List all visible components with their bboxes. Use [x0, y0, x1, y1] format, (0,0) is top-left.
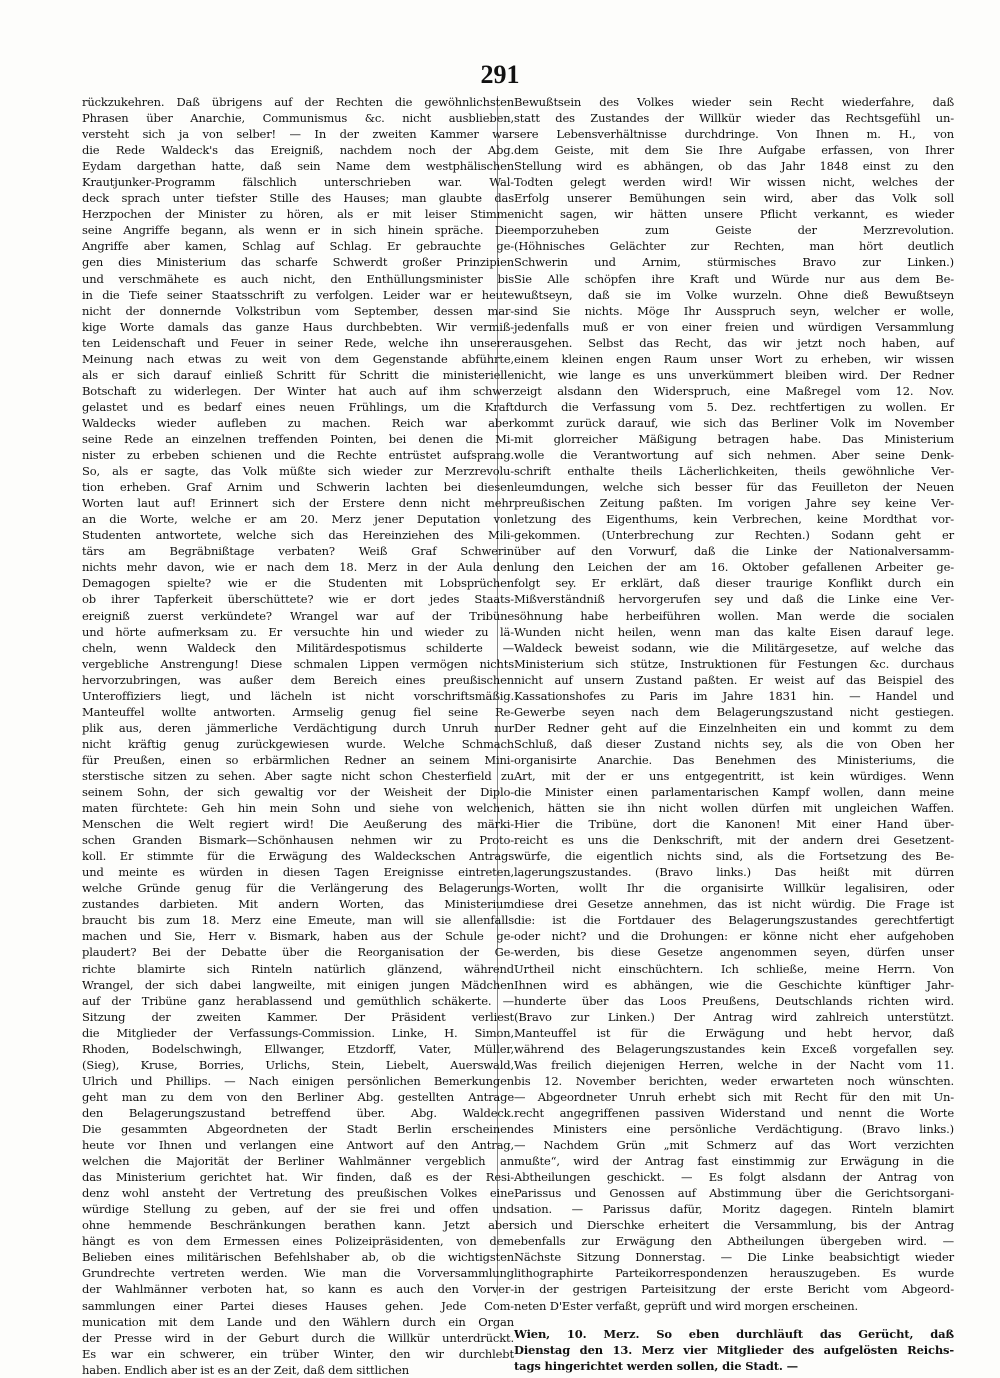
text-line: munication mit dem Lande und den Wählern durch ein Organ	[82, 1314, 514, 1329]
text-line: diese drei Gesetze annehmen, das ist nicht würdig. Die Frage ist	[514, 897, 954, 912]
text-line: rückzukehren. Daß übrigens auf der Rechten die gewöhnlichsten	[82, 95, 514, 109]
text-line: nichts mehr davon, wie er nach dem 18. Merz in der Aula den	[82, 560, 514, 575]
text-line: Waldeck beweist sodann, wie die Militärgesetze, auf welche das	[514, 640, 954, 655]
text-line: nicht sagen, wir hätten unsere Pflicht verkannt, es wieder	[514, 207, 954, 222]
text-line: nicht, wie lange es uns unverkümmert bleiben wird. Der Redner	[514, 367, 954, 382]
vienna-dispatch-line: tags hingerichtet werden sollen, die Stadt. —	[514, 1358, 798, 1373]
text-line: tion erheben. Graf Arnim und Schwerin lachten bei diesen	[82, 480, 514, 495]
text-line: Sitzung der zweiten Kammer. Der Präsident verliest	[82, 1009, 514, 1024]
text-line: Mißverständniß hervorgerufen sey und daß die Linke eine Ver-	[514, 592, 954, 607]
text-line: jedenfalls muß er von einer freien und würdigen Versammlung	[514, 319, 954, 334]
text-line: sind Sie nichts. Möge Ihr Ausspruch seyn, welcher er wolle,	[514, 303, 954, 318]
text-line: statt des Zustandes der Willkür wieder das Rechtsgefühl un-	[514, 111, 954, 126]
text-line: nicht auf unsern Zustand paßten. Er weist auf das Beispiel des	[514, 672, 954, 687]
right-column	[514, 94, 954, 1373]
text-line: nister zu erbeben schienen und die Rechte entrüstet aufsprang.	[82, 448, 514, 463]
text-line: wolle die Verantwortung auf sich nehmen. Aber seine Denk-	[514, 448, 954, 463]
text-line: Abtheilungen geschickt. — Es folgt alsdann der Antrag von	[514, 1170, 954, 1185]
text-line: Schluß, daß dieser Zustand nichts sey, als die von Oben her	[514, 736, 954, 751]
text-line: Eydam dargethan hatte, daß sein Name dem westphälischen	[82, 159, 514, 174]
vienna-dispatch-line: Wien, 10. Merz. So eben durchläuft das Gerücht, daß	[514, 1326, 954, 1341]
text-line: Art, mit der er uns entgegentritt, ist kein würdiges. Wenn	[514, 768, 954, 783]
text-line: ausgehen. Selbst das Recht, das wir jetzt noch haben, auf	[514, 335, 954, 350]
text-line: So, als er sagte, das Volk müßte sich wieder zur Merzrevolu-	[82, 464, 514, 479]
text-line: preußischen Zeitung paßten. Im vorigen Jahre sey keine Ver-	[514, 496, 954, 511]
text-line: auf der Tribüne ganz herablassend und gemüthlich schäkerte. —	[82, 993, 514, 1008]
text-line: braucht bis zum 18. Merz eine Emeute, man will sie allenfalls	[82, 913, 514, 928]
text-line: ob ihrer Tapferkeit überschüttete? wie er dort jedes Staats-	[82, 592, 514, 607]
text-line: Ministerium sich stütze, Instruktionen für Festungen &c. durchaus	[514, 656, 954, 671]
text-line: der Wahlmänner verboten hat, so kann es auch den Vorver-	[82, 1282, 514, 1297]
text-line: die: ist die Fortdauer des Belagerungszustandes gerechtfertigt	[514, 913, 954, 928]
text-line: Was freilich diejenigen Herren, welche in der Nacht vom 11.	[514, 1057, 954, 1072]
text-line: Herzpochen der Minister zu hören, als er mit leiser Stimme	[82, 207, 514, 222]
text-line: in der gestrigen Parteisitzung der erste Bericht vom Abgeord-	[514, 1282, 954, 1297]
text-line: reicht es uns die Denkschrift, mit der andern drei Gesetzent-	[514, 833, 954, 848]
text-line: geht man zu dem von den Berliner Abg. gestellten Antrage	[82, 1089, 514, 1104]
text-line: versteht sich ja von selber! — In der zweiten Kammer war	[82, 127, 514, 142]
text-line: welche Gründe genug für die Verlängerung des Belagerungs-	[82, 881, 514, 896]
text-line: haben. Endlich aber ist es an der Zeit, daß dem sittlichen	[82, 1362, 410, 1377]
text-line: Wrangel, der sich dabei langweilte, mit einigen jungen Mädchen	[82, 977, 514, 992]
text-line: seine Angriffe begann, als wenn er in sich hinein spräche. Die	[82, 223, 514, 238]
text-line: letzung des Eigenthums, kein Verbrechen, keine Mordthat vor-	[514, 512, 954, 527]
text-line: Grundrechte vertreten werden. Wie man die Vorversammlung	[82, 1266, 514, 1281]
text-line: Demagogen spielte? wie er die Studenten mit Lobsprüchen	[82, 576, 514, 591]
text-line: lung den Leichen der am 16. Oktober gefallenen Arbeiter ge-	[514, 560, 954, 575]
text-line: heute vor Ihnen und verlangen eine Antwort auf den Antrag,	[82, 1138, 514, 1153]
text-line: über auf den Vorwurf, daß die Linke der Nationalversamm-	[514, 544, 954, 559]
text-line: hängt es von dem Ermessen eines Polizeipräsidenten, von dem	[82, 1234, 514, 1249]
text-line: wußtseyn, daß sie im Volke wurzeln. Ohne dieß Bewußtseyn	[514, 287, 954, 302]
text-line: denz wohl ansteht der Vertretung des preußischen Volkes eine	[82, 1186, 514, 1201]
text-line: oder nicht? und die Drohungen: er könne nicht eher aufgehoben	[514, 929, 954, 944]
text-line: (Bravo zur Linken.) Der Antrag wird zahlreich unterstützt.	[514, 1009, 954, 1024]
text-line: ohne hemmende Beschränkungen berathen kann. Jetzt aber	[82, 1218, 514, 1233]
text-line: würdige Stellung zu geben, auf der sie frei und offen und	[82, 1202, 514, 1217]
text-line: Wunden nicht heilen, wenn man das kalte Eisen darauf lege.	[514, 624, 954, 639]
text-line: Studenten antwortete, welche sich das Hereinziehen des Mili-	[82, 528, 514, 543]
text-line: Belieben eines militärischen Befehlshaber ab, ob die wichtigsten	[82, 1250, 514, 1265]
text-line: lagerungszustandes. (Bravo links.) Das heißt mit dürren	[514, 865, 954, 880]
left-column	[82, 94, 514, 1377]
text-line: die Mitglieder der Verfassungs-Commission. Linke, H. Simon,	[82, 1025, 514, 1040]
text-line: richte blamirte sich Rinteln natürlich glänzend, während	[82, 961, 514, 976]
text-line: tärs am Begräbnißtage verbaten? Weiß Graf Schwerin	[82, 544, 514, 559]
text-line: Menschen die Welt regiert wird! Die Aeußerung des märki-	[82, 817, 514, 832]
text-line: koll. Er stimmte für die Erwägung des Waldeckschen Antrags	[82, 849, 514, 864]
text-line: organisirte Anarchie. Das Benehmen des Ministeriums, die	[514, 752, 954, 767]
text-line: und meinte es würden in diesen Tagen Ereignisse eintreten,	[82, 865, 514, 880]
text-line: gen dies Ministerium das scharfe Schwerdt großer Prinzipien	[82, 255, 514, 270]
text-line: einem kleinen engen Raum unser Wort zu erheben, wir wissen	[514, 351, 954, 366]
text-line: zustandes darbieten. Mit andern Worten, das Ministerium	[82, 897, 514, 912]
text-line: Worten laut auf! Erinnert sich der Erstere denn nicht mehr	[82, 496, 514, 511]
text-line: vergebliche Anstrengung! Diese schmalen Lippen vermögen nichts	[82, 656, 514, 671]
text-line: seine Rede an einzelnen treffenden Pointen, bei denen die Mi-	[82, 431, 514, 446]
text-line: — Abgeordneter Unruh erhebt sich mit Recht für den mit Un-	[514, 1089, 954, 1104]
text-line: Urtheil nicht einschüchtern. Ich schließe, meine Herrn. Von	[514, 961, 954, 976]
text-line: in die Tiefe seiner Staatsschrift zu verfolgen. Leider war er heute	[82, 287, 514, 302]
page-number: 291	[480, 60, 520, 89]
text-line: Phrasen über Anarchie, Communismus &c. nicht ausblieben,	[82, 111, 514, 126]
text-line: Botschaft zu widerlegen. Der Winter hat auch auf ihm schwer	[82, 383, 514, 398]
text-line: Bewußtsein des Volkes wieder sein Recht wiederfahre, daß	[514, 95, 954, 109]
text-line: Schwerin und Arnim, stürmisches Bravo zur Linken.)	[514, 255, 954, 270]
text-line: (Höhnisches Gelächter zur Rechten, man hört deutlich	[514, 239, 954, 254]
text-line: Kassationshofes zu Paris im Jahre 1831 hin. — Handel und	[514, 688, 954, 703]
text-line: nicht kräftig genug zurückgewiesen wurde. Welche Schmach	[82, 736, 514, 751]
text-line: recht angegriffenen passiven Widerstand und nennt die Worte	[514, 1105, 954, 1120]
text-line: lithographirte Parteikorrespondenzen herauszugeben. Es wurde	[514, 1266, 954, 1281]
text-line: durch die Verfassung vom 5. Dez. rechtfertigen zu wollen. Er	[514, 399, 954, 414]
text-line: deck sprach unter tiefster Stille des Hauses; man glaubte das	[82, 191, 514, 206]
text-line: für Preußen, einen so erbärmlichen Redner an seinem Mini-	[82, 752, 514, 767]
text-line: maten fürchtete: Geh hin mein Sohn und siehe von welchen	[82, 801, 514, 816]
text-line: ich, hätten sie ihn nicht wollen dürfen mit ungleichen Waffen.	[514, 801, 954, 816]
text-line: würfe, die eigentlich nichts sind, als die Fortsetzung des Be-	[514, 849, 954, 864]
text-line: neten D'Ester verfaßt, geprüft und wird morgen erscheinen.	[514, 1298, 858, 1313]
text-line: plaudert? Bei der Debatte über die Reorganisation der Ge-	[82, 945, 514, 960]
text-line: und hörte aufmerksam zu. Er versuchte hin und wieder zu lä-	[82, 624, 514, 639]
text-line: Parissus und Genossen auf Abstimmung über die Gerichtsorgani-	[514, 1186, 954, 1201]
text-line: schen Granden Bismark—Schönhausen nehmen wir zu Proto-	[82, 833, 514, 848]
text-line: söhnung habe herbeiführen wollen. Man werde die socialen	[514, 608, 954, 623]
text-line: hunderte über das Loos Preußens, Deutschlands richten wird.	[514, 993, 954, 1008]
text-line: während des Belagerungszustandes kein Exceß vorgefallen sey.	[514, 1041, 954, 1056]
text-line: zeigt alsdann den Widerspruch, eine Maßregel vom 12. Nov.	[514, 383, 954, 398]
text-line: schrift enthalte theils Lächerlichkeiten, theils gewöhnliche Ver-	[514, 464, 954, 479]
text-line: (Sieg), Kruse, Borries, Urlichs, Stein, Liebelt, Auerswald,	[82, 1057, 514, 1072]
text-line: machen und Sie, Herr v. Bismark, haben aus der Schule ge-	[82, 929, 514, 944]
text-line: emporzuheben zum Geiste der Merzrevolution.	[514, 223, 954, 238]
text-line: bis 12. November berichten, weder erwarteten noch wünschten.	[514, 1073, 954, 1088]
text-line: das Ministerium gerichtet hat. Wir finden, daß es der Resi-	[82, 1170, 514, 1185]
text-line: mußte“, wird der Antrag fast einstimmig zur Erwägung in die	[514, 1154, 954, 1169]
text-line: Sie Alle schöpfen ihre Kraft und Würde nur aus dem Be-	[514, 271, 954, 286]
text-line: sere Lebensverhältnisse durchdringe. Von Ihnen m. H., von	[514, 127, 954, 142]
text-line: Todten gelegt werden wird! Wir wissen nicht, welches der	[514, 175, 954, 190]
text-line: gelastet und es bedarf eines neuen Frühlings, um die Kraft	[82, 399, 514, 414]
text-line: Ulrich und Phillips. — Nach einigen persönlichen Bemerkungen	[82, 1073, 514, 1088]
text-line: die Rede Waldeck's das Ereigniß, nachdem noch der Abg.	[82, 143, 514, 158]
text-line: folgt sey. Er erklärt, daß dieser traurige Konflikt durch ein	[514, 576, 954, 591]
vienna-dispatch-line: Dienstag den 13. Merz vier Mitglieder des aufgelösten Reichs-	[514, 1342, 954, 1357]
section-gap	[514, 1314, 954, 1326]
text-line: Der Redner geht auf die Einzelnheiten ein und kommt zu dem	[514, 720, 954, 735]
text-line: hervorzubringen, was außer dem Bereich eines preußischen	[82, 672, 514, 687]
text-line: kige Worte damals das ganze Haus durchbebten. Wir vermiß-	[82, 319, 514, 334]
text-line: Erfolg unserer Bemühungen sein wird, aber das Volk soll	[514, 191, 954, 206]
text-line: Angriffe aber kamen, Schlag auf Schlag. Er gebrauchte ge-	[82, 239, 514, 254]
text-line: Krautjunker-Programm fälschlich unterschrieben war. Wal-	[82, 175, 514, 190]
text-line: ebenfalls zur Erwägung den Abtheilungen übergeben wird. —	[514, 1234, 954, 1249]
text-line: Ihnen wird es abhängen, wie die Geschichte künftiger Jahr-	[514, 977, 954, 992]
text-line: dem Geiste, mit dem Sie Ihre Aufgabe erfassen, von Ihrer	[514, 143, 954, 158]
text-line: Meinung nach etwas zu weit von dem Gegenstande abführte,	[82, 351, 514, 366]
text-line: Gewerbe seyen nach dem Belagerungszustand nicht gestiegen.	[514, 704, 954, 719]
text-line: Rhoden, Bodelschwingh, Ellwanger, Etzdorff, Vater, Müller,	[82, 1041, 514, 1056]
text-line: sation. — Parissus dafür, Moritz dagegen. Rinteln blamirt	[514, 1202, 954, 1217]
text-line: die Minister einen parlamentarischen Kampf wollen, dann meine	[514, 785, 954, 800]
text-line: als er sich darauf einließ Schritt für Schritt die ministerielle	[82, 367, 514, 382]
text-line: Nächste Sitzung Donnerstag. — Die Linke beabsichtigt wieder	[514, 1250, 954, 1265]
text-line: sterstische sitzen zu sehen. Aber sagte nicht schon Chesterfield zu	[82, 768, 514, 783]
text-line: welchen die Majorität der Berliner Wahlmänner vergeblich an	[82, 1154, 514, 1169]
text-line: plik aus, deren jämmerliche Verdächtigung durch Unruh nur	[82, 720, 514, 735]
text-line: sich und Dierschke erheitert die Versammlung, bis der Antrag	[514, 1218, 954, 1233]
text-line: kommt zurück darauf, wie sich das Berliner Volk im November	[514, 415, 954, 430]
text-line: — Nachdem Grün „mit Schmerz auf das Wort verzichten	[514, 1138, 954, 1153]
text-line: Es war ein schwerer, ein trüber Winter, den wir durchlebt	[82, 1346, 514, 1361]
text-line: Manteuffel ist für die Erwägung und hebt hervor, daß	[514, 1025, 954, 1040]
text-line: mit glorreicher Mäßigung betragen habe. Das Ministerium	[514, 431, 954, 446]
text-line: Die gesammten Abgeordneten der Stadt Berlin erscheinen	[82, 1122, 514, 1136]
text-line: an die Worte, welche er am 20. Merz jener Deputation von	[82, 512, 514, 527]
text-line: ten Leidenschaft und Feuer in seiner Rede, welche ihn unserer	[82, 335, 514, 350]
text-line: Stellung wird es abhängen, ob das Jahr 1848 einst zu den	[514, 159, 954, 174]
text-line: und verschmähete es auch nicht, den Enthüllungsminister bis	[82, 271, 514, 286]
text-line: werden, bis diese Gesetze angenommen seyen, dürfen unser	[514, 945, 954, 960]
text-line: den Belagerungszustand betreffend über. Abg. Waldeck.	[82, 1105, 514, 1120]
text-line: nicht der donnernde Volkstribun vom September, dessen mar-	[82, 303, 514, 318]
text-line: der Presse wird in der Geburt durch die Willkür unterdrückt.	[82, 1330, 514, 1345]
text-line: gekommen. (Unterbrechung zur Rechten.) Sodann geht er	[514, 528, 954, 543]
text-line: cheln, wenn Waldeck den Militärdespotismus schilderte —	[82, 640, 514, 655]
text-line: seinem Sohn, der sich gewaltig vor der Weisheit der Diplo-	[82, 785, 514, 800]
text-line: sammlungen einer Partei dieses Hauses gehen. Jede Com-	[82, 1298, 514, 1313]
text-line: Worten, wollt Ihr die organisirte Willkür legalisiren, oder	[514, 881, 954, 896]
text-line: des Ministers eine persönliche Verdächtigung. (Bravo links.)	[514, 1122, 954, 1136]
text-line: Unteroffiziers liegt, und lächeln ist nicht vorschriftsmäßig.	[82, 688, 514, 703]
text-line: ereigniß zuerst verkündete? Wrangel war auf der Tribüne	[82, 608, 514, 623]
text-line: Hier die Tribüne, dort die Kanonen! Mit einer Hand über-	[514, 817, 954, 832]
text-line: Manteuffel wollte antworten. Armselig genug fiel seine Re-	[82, 704, 514, 719]
text-line: Waldecks wieder aufleben zu machen. Reich war aber	[82, 415, 514, 430]
text-line: leumdungen, welche sich besser für das Feuilleton der Neuen	[514, 480, 954, 495]
